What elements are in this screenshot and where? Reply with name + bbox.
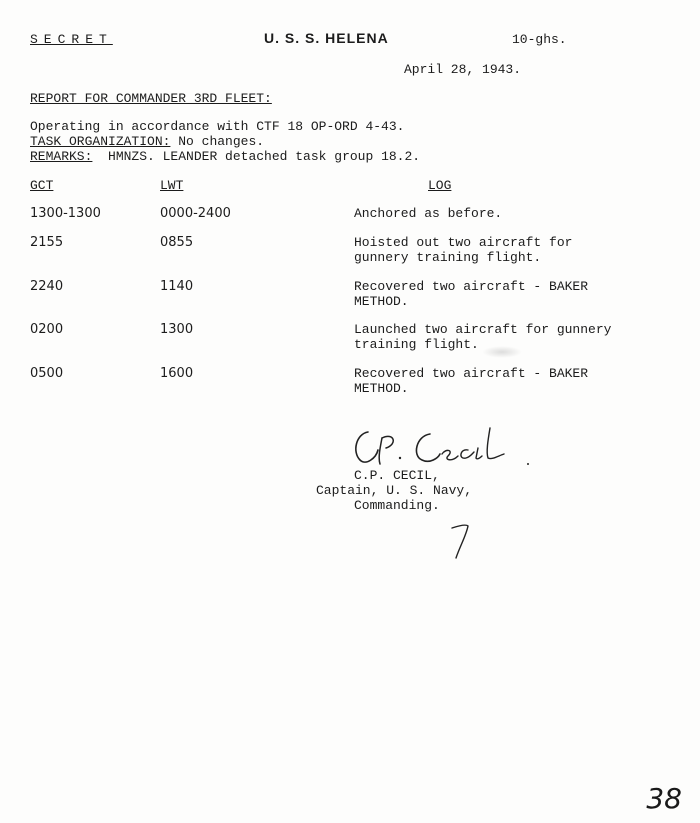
- task-organization-value: No changes.: [170, 134, 265, 149]
- log-row-gct: 2240: [30, 279, 64, 294]
- remarks-label: REMARKS:: [30, 149, 93, 164]
- log-row-lwt: 0000-2400: [160, 206, 231, 221]
- reference-code: 10-ghs.: [512, 32, 567, 47]
- page-number: 38: [646, 782, 682, 815]
- log-entry-line: METHOD.: [354, 294, 409, 309]
- log-row-gct: 2155: [30, 235, 64, 250]
- task-organization-label: TASK ORGANIZATION:: [30, 134, 171, 149]
- handwritten-check-mark: [446, 520, 476, 560]
- signatory-rank: Captain, U. S. Navy,: [316, 483, 473, 498]
- log-row-entry: [354, 235, 572, 265]
- log-row-entry: [354, 279, 588, 309]
- log-row-lwt: 1600: [160, 366, 194, 381]
- handwritten-signature: [346, 418, 536, 474]
- operating-line: Operating in accordance with CTF 18 OP-ORD 4-43.: [30, 119, 405, 134]
- log-row-lwt: 1300: [160, 322, 194, 337]
- paper-smudge: [482, 346, 522, 358]
- report-title: REPORT FOR COMMANDER 3RD FLEET:: [30, 91, 272, 106]
- log-entry-line: Recovered two aircraft - BAKER: [354, 279, 589, 294]
- log-entry-line: Hoisted out two aircraft for: [354, 235, 573, 250]
- log-entry-line: METHOD.: [354, 381, 409, 396]
- column-header-gct: GCT: [30, 178, 54, 193]
- log-entry-line: Recovered two aircraft - BAKER: [354, 366, 589, 381]
- log-entry-line: gunnery training flight.: [354, 250, 542, 265]
- signatory-name: C.P. CECIL,: [354, 468, 440, 483]
- report-date: April 28, 1943.: [404, 62, 522, 77]
- signatory-role: Commanding.: [354, 498, 440, 513]
- remarks-line: [30, 149, 420, 164]
- log-row-lwt: 0855: [160, 235, 194, 250]
- log-entry-line: Launched two aircraft for gunnery: [354, 322, 612, 337]
- remarks-value: HMNZS. LEANDER detached task group 18.2.: [92, 149, 421, 164]
- log-row-entry: [354, 206, 502, 221]
- classification-label: SECRET: [30, 32, 113, 47]
- column-header-lwt: LWT: [160, 178, 184, 193]
- ship-name: U. S. S. HELENA: [264, 30, 389, 46]
- log-row-lwt: 1140: [160, 279, 194, 294]
- column-header-log: LOG: [428, 178, 452, 193]
- log-row-gct: 1300-1300: [30, 206, 101, 221]
- log-entry-line: Anchored as before.: [354, 206, 503, 221]
- log-row-gct: 0200: [30, 322, 64, 337]
- log-row-gct: 0500: [30, 366, 64, 381]
- task-organization-line: [30, 134, 264, 149]
- log-row-entry: [354, 366, 588, 396]
- log-entry-line: training flight.: [354, 337, 479, 352]
